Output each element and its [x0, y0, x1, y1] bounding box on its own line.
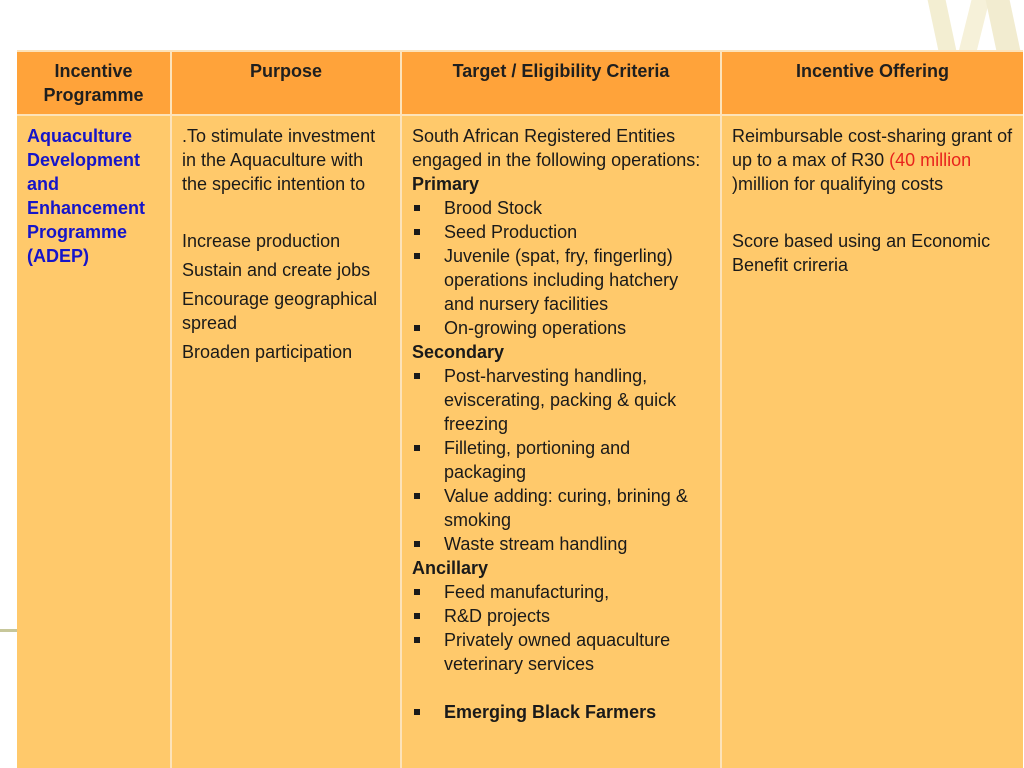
header-target: Target / Eligibility Criteria: [401, 51, 721, 115]
header-purpose: Purpose: [171, 51, 401, 115]
bullet-square-icon: [414, 445, 420, 451]
list-item: Seed Production: [412, 220, 710, 244]
list-item: Brood Stock: [412, 196, 710, 220]
offering-cell: [721, 115, 1023, 768]
purpose-intro: .To stimulate investment in the Aquaculture with the specific intention to: [182, 126, 376, 194]
list-item: Feed manufacturing,: [412, 580, 710, 604]
incentive-table: [17, 50, 1023, 768]
category-primary: Primary: [412, 174, 480, 194]
category-secondary: Secondary: [412, 342, 505, 362]
header-offering: Incentive Offering: [721, 51, 1023, 115]
bullet-square-icon: [414, 493, 420, 499]
category-ancillary: Ancillary: [412, 558, 489, 578]
grant-amount-highlight: (40 million: [889, 150, 972, 170]
bullet-square-icon: [414, 325, 420, 331]
offering-grant: Reimbursable cost-sharing grant of up to a max of R30 (40 million )million for qualifying costs: [732, 126, 1013, 194]
list-item: On-growing operations: [412, 316, 710, 340]
purpose-item: Increase production: [182, 231, 341, 251]
emerging-farmers-item: Emerging Black Farmers: [412, 700, 710, 724]
list-item: R&D projects: [412, 604, 710, 628]
purpose-item: Sustain and create jobs: [182, 260, 371, 280]
logo-watermark: [914, 0, 1024, 52]
slide-decoration: [0, 629, 18, 632]
target-cell: [401, 115, 721, 768]
purpose-item: Encourage geographical spread: [182, 289, 378, 333]
bullet-square-icon: [414, 373, 420, 379]
list-item: Post-harvesting handling, eviscerating, packing & quick freezing: [412, 364, 710, 436]
bullet-square-icon: [414, 205, 420, 211]
list-item: Filleting, portioning and packaging: [412, 436, 710, 484]
header-row: [17, 51, 1023, 115]
bullet-square-icon: [414, 589, 420, 595]
list-item: Waste stream handling: [412, 532, 710, 556]
offering-score: Score based using an Economic Benefit crireria: [732, 231, 991, 275]
list-item: Privately owned aquaculture veterinary services: [412, 628, 710, 676]
bullet-square-icon: [414, 709, 420, 715]
table-row: [17, 115, 1023, 768]
bullet-square-icon: [414, 541, 420, 547]
bullet-square-icon: [414, 229, 420, 235]
list-item: Value adding: curing, brining & smoking: [412, 484, 710, 532]
programme-cell: [17, 115, 171, 768]
purpose-item: Broaden participation: [182, 342, 353, 362]
header-programme: Incentive Programme: [17, 51, 171, 115]
bullet-square-icon: [414, 613, 420, 619]
bullet-square-icon: [414, 637, 420, 643]
bullet-square-icon: [414, 253, 420, 259]
target-intro: South African Registered Entities engaged in the following operations:: [412, 126, 701, 170]
purpose-cell: [171, 115, 401, 768]
programme-name: Aquaculture Development and Enhancement Programme (ADEP): [27, 126, 146, 266]
list-item: Juvenile (spat, fry, fingerling) operations including hatchery and nursery facilities: [412, 244, 710, 316]
